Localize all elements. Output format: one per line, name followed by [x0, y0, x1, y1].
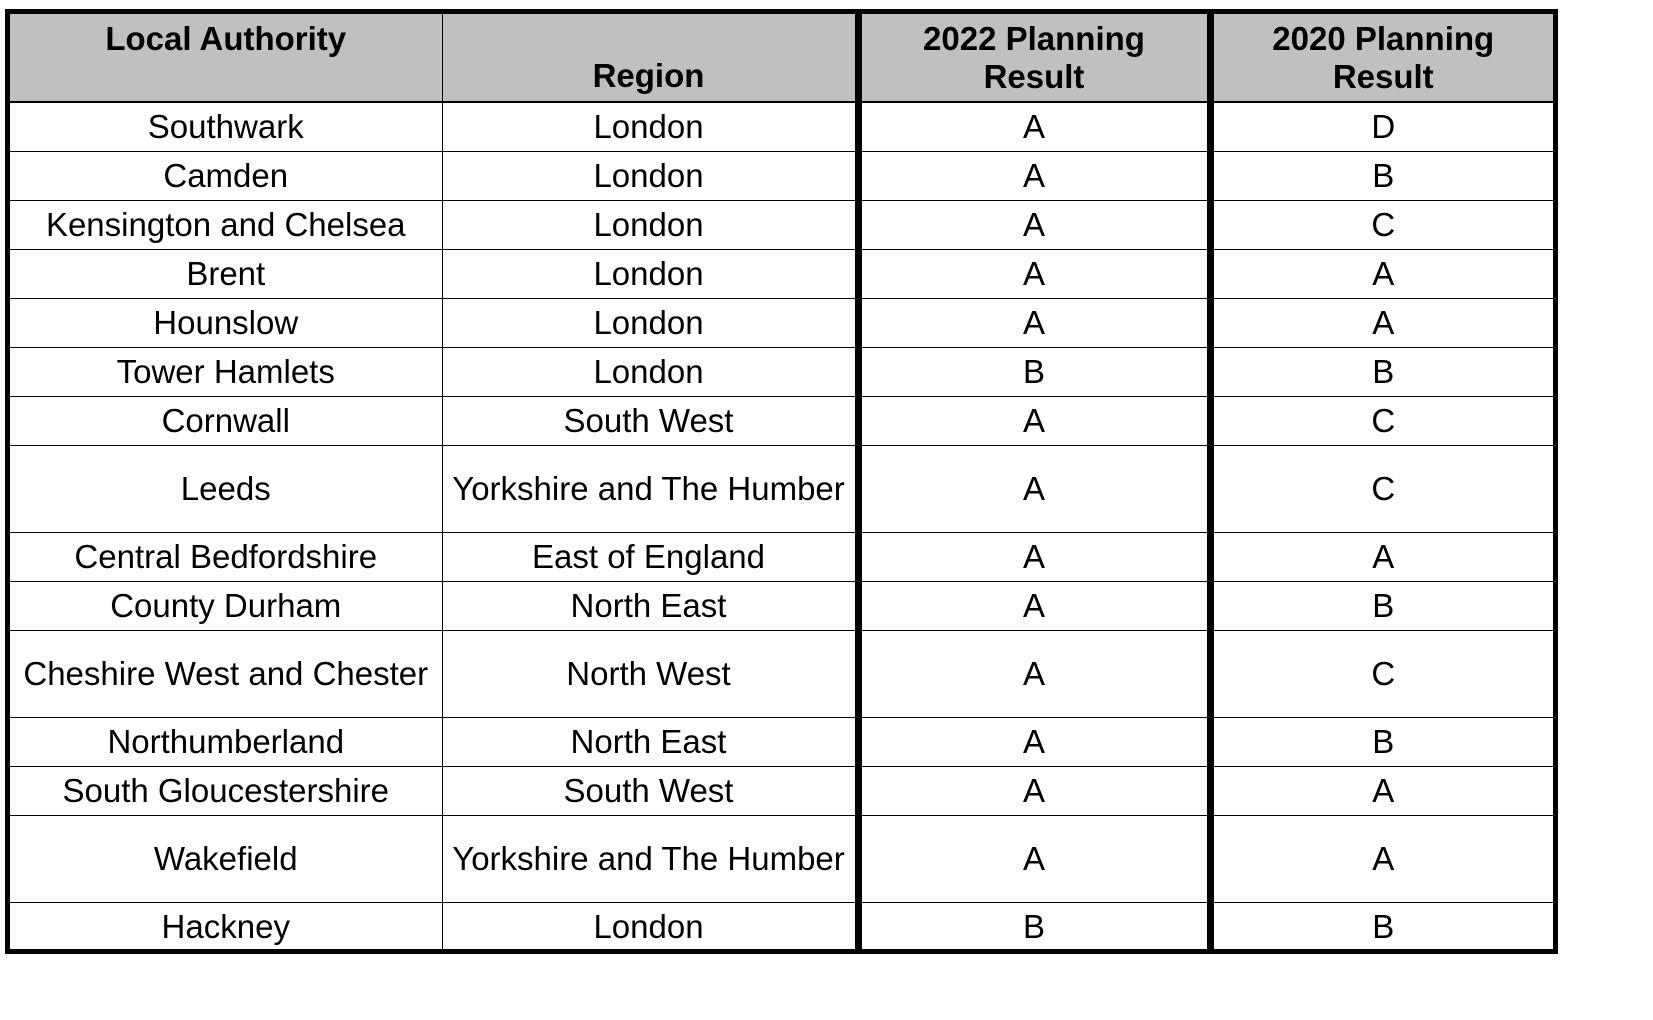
cell-region: Yorkshire and The Humber — [442, 815, 858, 902]
cell-result-2022: A — [858, 102, 1210, 151]
cell-result-2022: A — [858, 717, 1210, 766]
cell-result-2020: D — [1210, 102, 1553, 151]
table-row — [10, 532, 1553, 581]
cell-region: London — [442, 200, 858, 249]
table-row — [10, 347, 1553, 396]
cell-authority: Brent — [10, 249, 442, 298]
table-row — [10, 815, 1553, 902]
cell-result-2022: B — [858, 347, 1210, 396]
cell-result-2022: A — [858, 151, 1210, 200]
cell-result-2020: A — [1210, 766, 1553, 815]
header-2022-result: 2022 Planning Result — [858, 14, 1210, 102]
cell-region: East of England — [442, 532, 858, 581]
cell-result-2022: A — [858, 396, 1210, 445]
cell-authority: Hackney — [10, 902, 442, 951]
table-row — [10, 200, 1553, 249]
cell-result-2020: A — [1210, 249, 1553, 298]
cell-result-2020: B — [1210, 151, 1553, 200]
cell-result-2020: B — [1210, 347, 1553, 396]
cell-result-2020: C — [1210, 445, 1553, 532]
cell-authority: Central Bedfordshire — [10, 532, 442, 581]
cell-result-2020: B — [1210, 581, 1553, 630]
cell-region: South West — [442, 396, 858, 445]
planning-results-table — [10, 14, 1553, 951]
table-row — [10, 766, 1553, 815]
cell-result-2022: A — [858, 815, 1210, 902]
table-row — [10, 249, 1553, 298]
table-body — [10, 102, 1553, 951]
header-2020-result: 2020 Planning Result — [1210, 14, 1553, 102]
cell-result-2020: C — [1210, 200, 1553, 249]
cell-result-2020: A — [1210, 298, 1553, 347]
cell-region: South West — [442, 766, 858, 815]
header-local-authority: Local Authority — [10, 14, 442, 102]
cell-authority: County Durham — [10, 581, 442, 630]
planning-results-table-frame — [5, 9, 1558, 954]
cell-result-2020: C — [1210, 396, 1553, 445]
cell-result-2020: C — [1210, 630, 1553, 717]
table-row — [10, 102, 1553, 151]
table-row — [10, 630, 1553, 717]
cell-result-2020: A — [1210, 532, 1553, 581]
cell-region: North East — [442, 717, 858, 766]
cell-region: London — [442, 102, 858, 151]
cell-region: London — [442, 298, 858, 347]
cell-authority: South Gloucestershire — [10, 766, 442, 815]
cell-authority: Camden — [10, 151, 442, 200]
cell-region: London — [442, 347, 858, 396]
cell-region: Yorkshire and The Humber — [442, 445, 858, 532]
table-row — [10, 902, 1553, 951]
cell-authority: Cheshire West and Chester — [10, 630, 442, 717]
cell-result-2022: A — [858, 581, 1210, 630]
cell-result-2020: A — [1210, 815, 1553, 902]
cell-region: London — [442, 902, 858, 951]
cell-result-2022: A — [858, 200, 1210, 249]
cell-authority: Tower Hamlets — [10, 347, 442, 396]
cell-result-2020: B — [1210, 717, 1553, 766]
table-row — [10, 151, 1553, 200]
cell-result-2022: A — [858, 445, 1210, 532]
cell-authority: Kensington and Chelsea — [10, 200, 442, 249]
cell-authority: Wakefield — [10, 815, 442, 902]
cell-result-2022: A — [858, 298, 1210, 347]
cell-result-2020: B — [1210, 902, 1553, 951]
table-row — [10, 445, 1553, 532]
cell-region: North East — [442, 581, 858, 630]
table-row — [10, 717, 1553, 766]
cell-authority: Northumberland — [10, 717, 442, 766]
cell-result-2022: A — [858, 766, 1210, 815]
cell-region: North West — [442, 630, 858, 717]
table-row — [10, 581, 1553, 630]
cell-result-2022: A — [858, 532, 1210, 581]
cell-result-2022: B — [858, 902, 1210, 951]
table-row — [10, 298, 1553, 347]
cell-authority: Cornwall — [10, 396, 442, 445]
cell-region: London — [442, 151, 858, 200]
cell-authority: Leeds — [10, 445, 442, 532]
table-row — [10, 396, 1553, 445]
cell-authority: Hounslow — [10, 298, 442, 347]
cell-region: London — [442, 249, 858, 298]
header-row — [10, 14, 1553, 102]
cell-result-2022: A — [858, 630, 1210, 717]
cell-result-2022: A — [858, 249, 1210, 298]
header-region: Region — [442, 14, 858, 102]
cell-authority: Southwark — [10, 102, 442, 151]
